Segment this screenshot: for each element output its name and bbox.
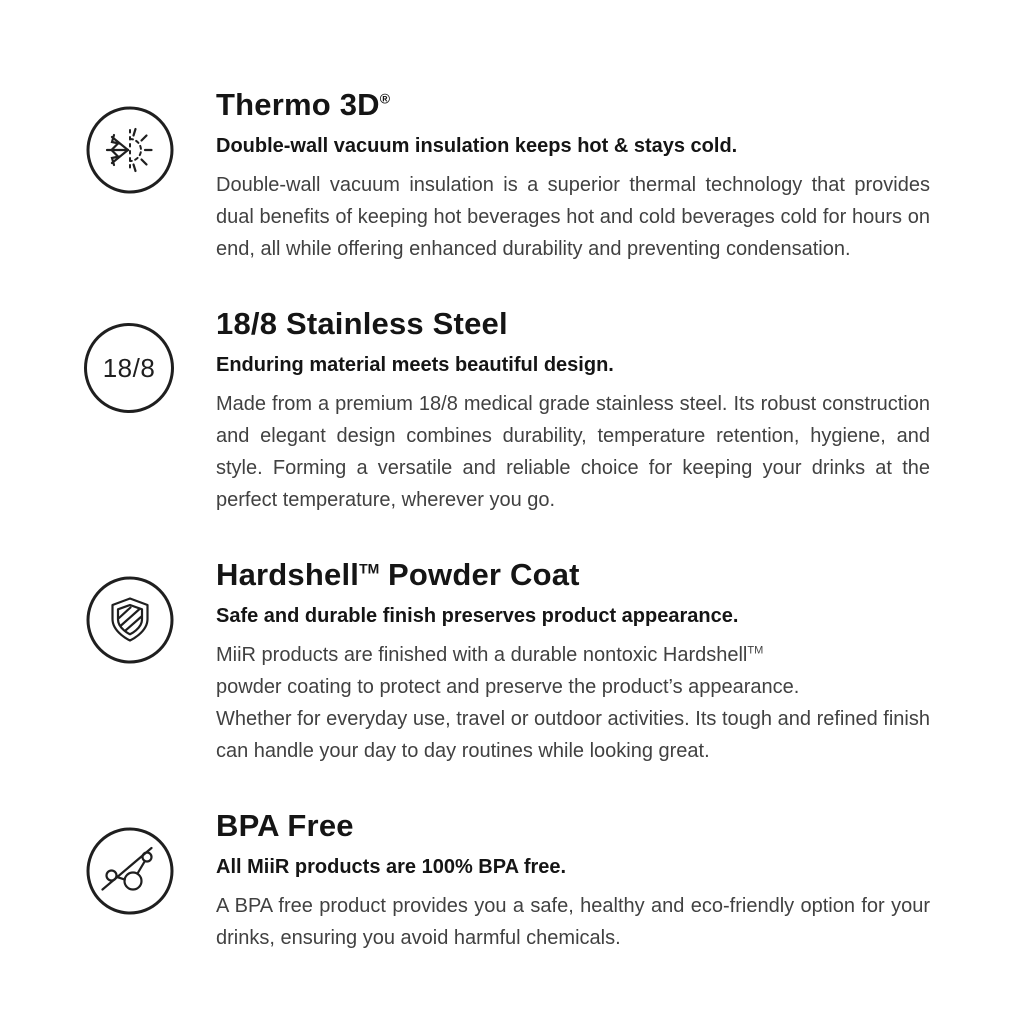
feature-title: BPA Free [216,808,354,844]
trademark-mark: TM [359,560,380,577]
stainless-steel-18-8-icon [84,307,176,413]
bpa-free-icon [84,809,176,917]
feature-subtitle: Safe and durable finish preserves product appearance. [216,605,739,628]
feature-content [216,307,930,516]
feature-title: Thermo 3D® [216,87,390,122]
feature-body: MiiR products are finished with a durable nontoxic Hardshell™ powder coating to protect and preserve the product’s appearance. Whether for everyday use, travel or outdoor activities. Its tough and refined finish can handle your day to day routines while looking great. [216,644,930,763]
feature-body: Double-wall vacuum insulation is a superior thermal technology that provides dual benefits of keeping hot beverages hot and cold beverages cold for hours on end, all while offering enhanced durability and preventing condensation. [216,174,930,261]
feature-title: Hardshell™ Powder Coat [216,557,580,593]
feature-stainless-steel [84,307,930,516]
feature-subtitle: Enduring material meets beautiful design. [216,354,614,377]
feature-content [216,88,930,265]
feature-subtitle: Double-wall vacuum insulation keeps hot & stays cold. [216,135,738,158]
feature-title: 18/8 Stainless Steel [216,306,508,342]
feature-thermo-3d [84,88,930,265]
feature-bpa-free [84,809,930,954]
thermo-3d-icon [84,88,176,196]
feature-content [216,809,930,954]
trademark-mark: TM [747,644,764,657]
feature-content [216,558,930,767]
stainless-ratio-badge [84,323,174,413]
hardshell-shield-icon [84,558,176,666]
feature-body: A BPA free product provides you a safe, healthy and eco-friendly option for your drinks, ensuring you avoid harmful chemicals. [216,895,930,950]
feature-hardshell-powder-coat [84,558,930,767]
feature-subtitle: All MiiR products are 100% BPA free. [216,856,567,879]
registered-mark: ® [379,90,390,107]
stainless-ratio-label: 18/8 [102,352,156,383]
feature-body: Made from a premium 18/8 medical grade stainless steel. Its robust construction and elegant design combines durability, temperature retention, hygiene, and style. Forming a versatile and reliable choice for keeping your drinks at the perfect temperature, wherever you go. [216,393,930,512]
